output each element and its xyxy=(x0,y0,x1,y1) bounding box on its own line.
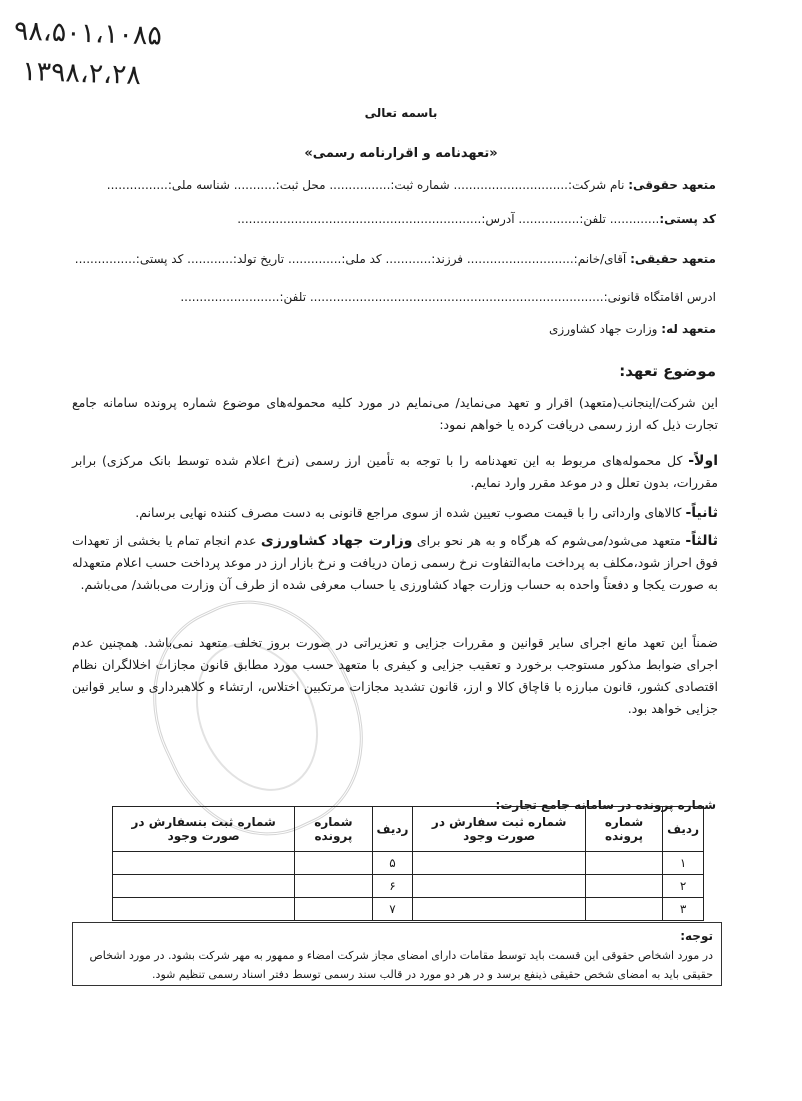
note-line-2: حقیقی باید به امضای شخص حقیقی ذینفع برسد و در هر دو مورد در قالب سند رسمی توسط دفتر اسناد رسمی تنظیم شود. xyxy=(152,968,713,981)
legal-obligor-line xyxy=(76,178,716,192)
subject-heading: موضوع تعهد: xyxy=(619,362,716,380)
table-row xyxy=(113,875,704,898)
paragraph-intro-text: این شرکت/اینجانب(متعهد) اقرار و تعهد می‌نماید/ می‌نمایم در مورد کلیه محموله‌های موضوع شماره پرونده سامانه جامع تجارت ذیل که ارز رسمی دریافت کرده یا خواهم نمود: xyxy=(72,395,718,432)
table-cell xyxy=(585,852,662,875)
legal-obligor-fields: نام شرکت:.............................. شماره ثبت:................ محل ثبت:........... شناسه ملی:................ xyxy=(106,178,629,192)
table-cell xyxy=(295,875,372,898)
table-cell: ۶ xyxy=(372,875,413,898)
legal-residence-line xyxy=(76,290,716,304)
table-cell xyxy=(585,898,662,921)
table-cell: ۷ xyxy=(372,898,413,921)
table-header: ردیف xyxy=(663,807,704,852)
table-row xyxy=(113,898,704,921)
table-header: شماره ثبت سفارش در صورت وجود xyxy=(413,807,585,852)
note-box xyxy=(72,922,722,986)
paragraph-penalties xyxy=(72,632,718,720)
basmala: باسمه تعالی xyxy=(364,106,438,120)
table-cell xyxy=(413,875,585,898)
table-cell xyxy=(113,852,295,875)
third-text-a: متعهد می‌شود/می‌شوم که هرگاه و به هر نحو برای xyxy=(412,533,686,548)
postal-address-line xyxy=(76,212,716,226)
third-label: ثالثاً- xyxy=(685,533,718,549)
table-cell xyxy=(295,852,372,875)
second-text: کالاهای وارداتی را با قیمت مصوب تعیین شده از سوی مراجع قانونی به دست مصرف کننده نهایی برسانم. xyxy=(135,505,686,520)
postal-code-label: کد پستی: xyxy=(659,212,716,226)
third-text-b: عدم انجام تمام یا بخشی از تعهدات فوق احراز شود،مکلف به پرداخت مابه‌التفاوت نرخ رسمی زمان دریافت و نرخ بازار ارز در موعد پرداخت حسب اعلام متعهدله به صورت یکجا و دفعتاً واحده به حساب وزارت جهاد کشاورزی یا حساب معرفی شده از طرف آن وزارت می‌باشد/ می‌باشم. xyxy=(72,533,718,592)
file-number-table xyxy=(112,806,704,921)
table-cell xyxy=(585,875,662,898)
note-title: توجه: xyxy=(680,929,713,943)
table-header: شماره ثبت بنسفارش در صورت وجود xyxy=(113,807,295,852)
document-title: «تعهدنامه و اقرارنامه رسمی» xyxy=(304,146,498,161)
obligee-value: وزارت جهاد کشاورزی xyxy=(549,322,662,336)
table-cell: ۳ xyxy=(663,898,704,921)
table-header: شماره پرونده xyxy=(585,807,662,852)
table-cell xyxy=(113,898,295,921)
obligee-label: متعهد له: xyxy=(661,322,716,336)
ministry-name: وزارت جهاد کشاورزی xyxy=(260,533,413,549)
table-title: شماره پرونده در سامانه جامع تجارت: xyxy=(495,798,716,812)
table-cell xyxy=(413,852,585,875)
table-cell: ۵ xyxy=(372,852,413,875)
paragraph-penalties-text: ضمناً این تعهد مانع اجرای سایر قوانین و مقررات جزایی و تعزیراتی در صورت بروز تخلف متعهد نمی‌باشد. همچنین عدم اجرای ضوابط مذکور مستوجب برخورد و تعقیب جزایی و کیفری با متعهد حسب مورد مطابق قانون مجازات اخلالگران نظام اقتصادی کشور، قانون مبارزه با قاچاق کالا و ارز، قانون تشدید مجازات مرتکبین اختلاس، ارتشاء و کلاهبرداری و سایر قوانین جزایی خواهد بود. xyxy=(72,635,718,716)
table-cell xyxy=(113,875,295,898)
paragraph-third xyxy=(72,530,718,596)
postal-address-fields: ............. تلفن:................ آدرس:................................................................ xyxy=(237,212,660,226)
handwritten-date: ۱۳۹۸،۲،۲۸ xyxy=(21,55,142,92)
handwritten-reference-number: ۹۸،۵۰۱،۱۰۸۵ xyxy=(13,15,163,52)
first-text: کل محموله‌های مربوط به این تعهدنامه را با توجه به تأمین ارز رسمی (نرخ اعلام شده توسط بانک مرکزی) برابر مقررات، بدون تعلل و در موعد مقرر وارد نمایم. xyxy=(72,453,718,490)
table-cell xyxy=(413,898,585,921)
legal-residence-fields: ادرس اقامتگاه قانونی:............................................................................. تلفن:.......................... xyxy=(180,290,716,304)
note-line-1: در مورد اشخاص حقوقی این قسمت باید توسط مقامات دارای امضای مجاز شرکت امضاء و ممهور به مهر شرکت بشود. در مورد اشخاص xyxy=(89,949,713,962)
obligee-line xyxy=(76,322,716,336)
natural-obligor-fields: آقای/خانم:............................ فرزند:............ کد ملی:.............. تاریخ تولد:............ کد پستی:................ xyxy=(74,252,631,266)
table-cell: ۱ xyxy=(663,852,704,875)
table-row xyxy=(113,852,704,875)
second-label: ثانیاً- xyxy=(685,505,718,521)
natural-obligor-label: متعهد حقیقی: xyxy=(630,252,716,266)
paragraph-intro xyxy=(72,392,718,436)
table-header: شماره پرونده xyxy=(295,807,372,852)
paragraph-second xyxy=(72,502,718,524)
first-label: اولاً- xyxy=(688,453,718,469)
table-cell: ۲ xyxy=(663,875,704,898)
table-header-row xyxy=(113,807,704,852)
paragraph-first xyxy=(72,450,718,494)
legal-obligor-label: متعهد حقوقی: xyxy=(628,178,716,192)
table-cell xyxy=(295,898,372,921)
natural-obligor-line xyxy=(76,252,716,266)
table-header: ردیف xyxy=(372,807,413,852)
